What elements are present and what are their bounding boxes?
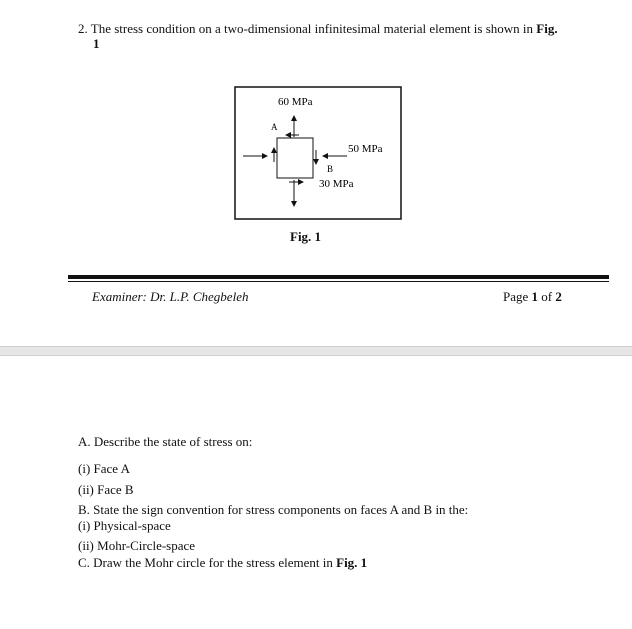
figure-caption: Fig. 1 bbox=[290, 229, 322, 244]
question-fig-ref: Fig. bbox=[536, 21, 558, 36]
part-b-item-i: (i) Physical-space bbox=[78, 518, 171, 533]
label-top-stress: 60 MPa bbox=[278, 96, 313, 108]
part-a-item-ii: (ii) Face B bbox=[78, 482, 134, 497]
examiner-name: Examiner: Dr. L.P. Chegbeleh bbox=[92, 289, 249, 304]
part-a-heading: A. Describe the state of stress on: bbox=[78, 434, 253, 449]
label-right-stress: 50 MPa bbox=[348, 143, 383, 155]
footer-rule-thick bbox=[68, 275, 609, 279]
question-text: The stress condition on a two-dimensional infinitesimal material element is shown in bbox=[90, 21, 534, 36]
stress-element-figure bbox=[234, 86, 402, 220]
part-b-heading: B. State the sign convention for stress components on faces A and B in the: bbox=[78, 502, 469, 517]
question-line-1 bbox=[78, 21, 558, 37]
part-c-text: C. Draw the Mohr circle for the stress element in bbox=[78, 555, 333, 570]
stress-element-square bbox=[277, 138, 313, 178]
part-c-line bbox=[78, 555, 367, 571]
label-face-a: A bbox=[271, 122, 278, 132]
question-fig-number: 1 bbox=[93, 36, 100, 51]
page-total: 2 bbox=[555, 289, 562, 304]
page-of: of bbox=[541, 289, 553, 304]
label-face-b: B bbox=[327, 164, 334, 174]
part-b-item-ii: (ii) Mohr-Circle-space bbox=[78, 538, 196, 553]
page-2 bbox=[0, 355, 632, 629]
page-current: 1 bbox=[531, 289, 539, 304]
label-bottom-stress: 30 MPa bbox=[319, 178, 354, 190]
part-a-item-i: (i) Face A bbox=[78, 461, 130, 476]
part-c-fig-ref: Fig. 1 bbox=[336, 555, 368, 570]
footer-rule-thin bbox=[68, 281, 609, 282]
question-number: 2. bbox=[78, 21, 88, 36]
page-prefix: Page bbox=[503, 289, 529, 304]
page-number bbox=[503, 289, 562, 305]
